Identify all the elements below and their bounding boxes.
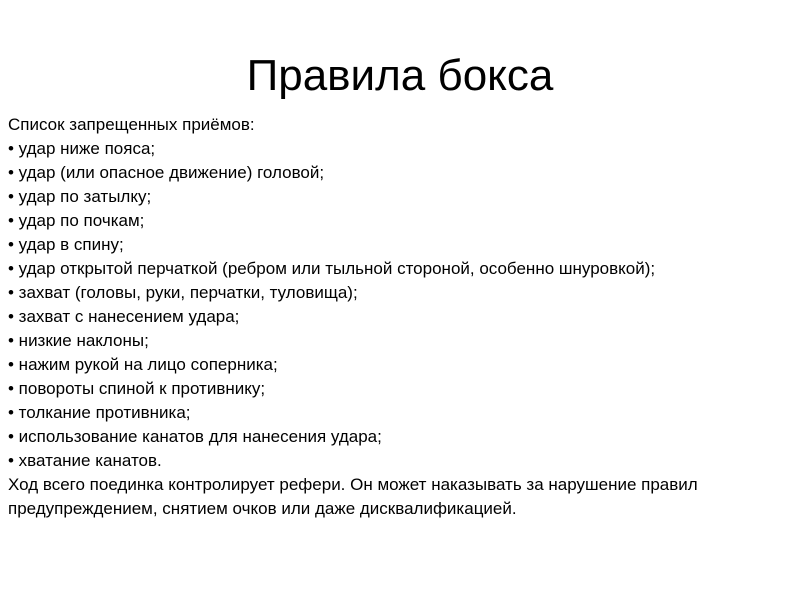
rule-item: • удар (или опасное движение) головой; bbox=[8, 163, 325, 182]
rule-item: • низкие наклоны; bbox=[8, 331, 149, 350]
closing-paragraph: Ход всего поединка контролирует рефери. Он может наказывать за нарушение правил предупреждением, снятием очков или даже дисквалификацией. bbox=[8, 475, 698, 518]
rule-item: • захват с нанесением удара; bbox=[8, 307, 240, 326]
rule-item: • удар ниже пояса; bbox=[8, 139, 156, 158]
rule-item: • удар по затылку; bbox=[8, 187, 152, 206]
slide-title: Правила бокса bbox=[246, 51, 554, 100]
rule-item: • хватание канатов. bbox=[8, 451, 162, 470]
rule-item: • захват (головы, руки, перчатки, туловища); bbox=[8, 283, 358, 302]
slide-body bbox=[8, 113, 792, 521]
rule-item: • повороты спиной к противнику; bbox=[8, 379, 266, 398]
rule-item: • удар по почкам; bbox=[8, 211, 145, 230]
rule-item: • нажим рукой на лицо соперника; bbox=[8, 355, 278, 374]
rule-item: • удар в спину; bbox=[8, 235, 124, 254]
rule-item: • толкание противника; bbox=[8, 403, 191, 422]
rule-item: • использование канатов для нанесения удара; bbox=[8, 427, 382, 446]
rules-intro: Список запрещенных приёмов: bbox=[8, 115, 255, 134]
rule-item: • удар открытой перчаткой (ребром или тыльной стороной, особенно шнуровкой); bbox=[8, 259, 656, 278]
